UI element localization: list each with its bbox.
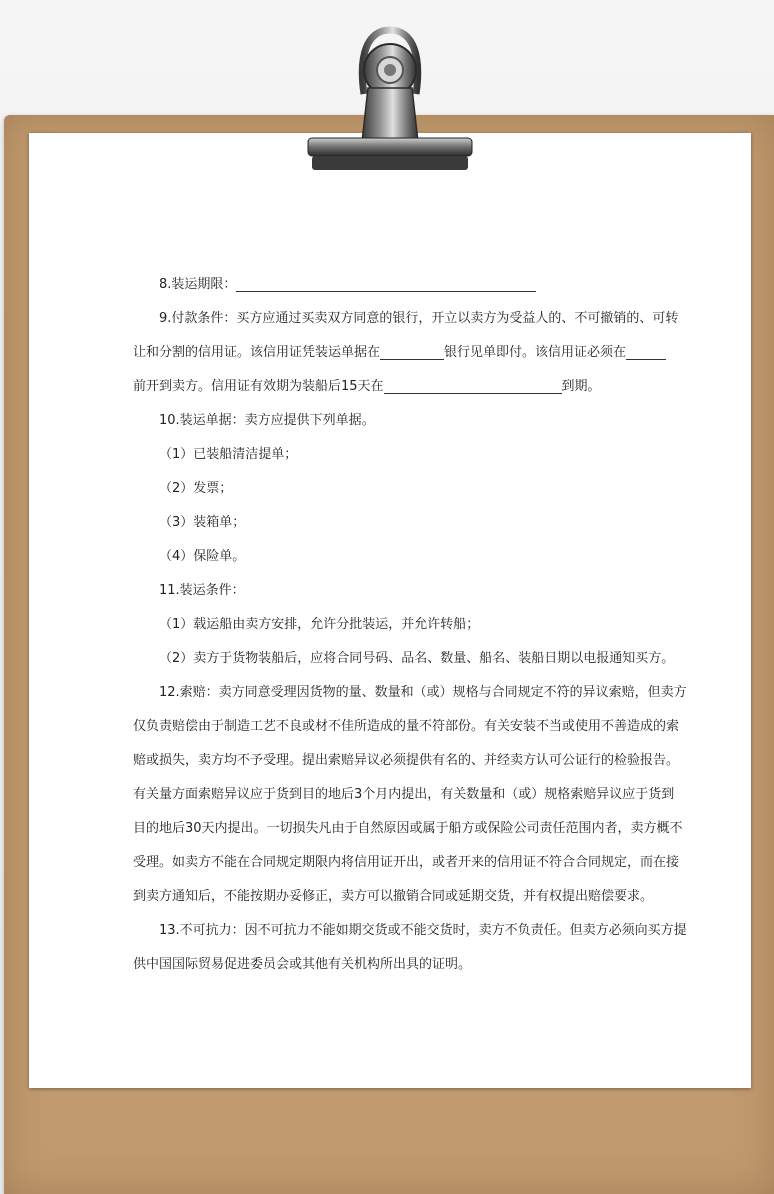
text-segment: 让和分割的信用证。该信用证凭装运单据在: [133, 345, 381, 360]
clause-12-line-5: [133, 812, 683, 846]
list-item: [133, 472, 648, 506]
text-line: 9.付款条件：买方应通过买卖双方同意的银行，开立以卖方为受益人的、不可撤销的、可转: [159, 311, 679, 326]
text-segment: 前开到卖方。信用证有效期为装船后15天在: [133, 379, 384, 394]
text-line: （4）保险单。: [159, 549, 246, 564]
clause-12-line-3: [133, 744, 680, 778]
text-line: 目的地后30天内提出。一切损失凡由于自然原因或属于船方或保险公司责任范围内者，卖方概不: [133, 821, 683, 836]
text-line: 供中国国际贸易促进委员会或其他有关机构所出具的证明。: [133, 957, 472, 972]
text-line: 到卖方通知后，不能按期办妥修正，卖方可以撤销合同或延期交货，并有权提出赔偿要求。: [133, 889, 654, 904]
text-line: （2）卖方于货物装船后，应将合同号码、品名、数量、船名、装船日期以电报通知买方。: [159, 651, 675, 666]
blank-field: [384, 375, 562, 394]
text-line: （3）装箱单；: [159, 515, 246, 530]
text-line: 11.装运条件：: [159, 583, 245, 598]
list-item: [133, 438, 648, 472]
clause-9-line-2: [133, 336, 648, 370]
text-line: 12.索赔：卖方同意受理因货物的量、数量和（或）规格与合同规定不符的异议索赔，但卖方: [159, 685, 687, 700]
text-line: 赔或损失，卖方均不予受理。提出索赔异议必须提供有名的、并经卖方认可公证行的检验报告。: [133, 753, 680, 768]
text-line: （2）发票；: [159, 481, 233, 496]
clause-13-line-1: [133, 914, 687, 948]
list-item: [133, 642, 675, 676]
text-segment: 到期。: [561, 379, 601, 394]
text-line: （1）载运船由卖方安排，允许分批装运，并允许转船；: [159, 617, 480, 632]
clause-11: [133, 574, 648, 608]
clause-9-line-1: [133, 302, 679, 336]
list-item: [133, 506, 648, 540]
clause-8-text: 8.装运期限：: [159, 277, 237, 292]
text-segment: 银行见单即付。该信用证必须在: [444, 345, 627, 360]
list-item: [133, 608, 648, 642]
text-line: 受理。如卖方不能在合同规定期限内将信用证开出，或者开来的信用证不符合合同规定，而在接: [133, 855, 680, 870]
clause-12-line-6: [133, 846, 680, 880]
blank-field: [380, 341, 444, 360]
text-line: 有关量方面索赔异议应于货到目的地后3个月内提出，有关数量和（或）规格索赔异议应于货到: [133, 787, 675, 802]
clause-13-line-2: [133, 948, 648, 982]
binder-clip-icon: [298, 24, 476, 176]
clause-10: [133, 404, 648, 438]
clause-9-line-3: [133, 370, 648, 404]
blank-field: [236, 273, 536, 292]
text-line: 10.装运单据：卖方应提供下列单据。: [159, 413, 375, 428]
list-item: [133, 540, 648, 574]
text-line: 仅负责赔偿由于制造工艺不良或材不佳所造成的量不符部份。有关安装不当或使用不善造成的索: [133, 719, 680, 734]
clause-8: [133, 268, 648, 302]
clause-12-line-4: [133, 778, 675, 812]
blank-field: [626, 341, 666, 360]
clause-12-line-2: [133, 710, 680, 744]
clause-12-line-1: [133, 676, 687, 710]
contract-text: [133, 268, 687, 982]
clause-12-line-7: [133, 880, 654, 914]
text-line: （1）已装船清洁提单；: [159, 447, 298, 462]
text-line: 13.不可抗力：因不可抗力不能如期交货或不能交货时，卖方不负责任。但卖方必须向买方提: [159, 923, 687, 938]
